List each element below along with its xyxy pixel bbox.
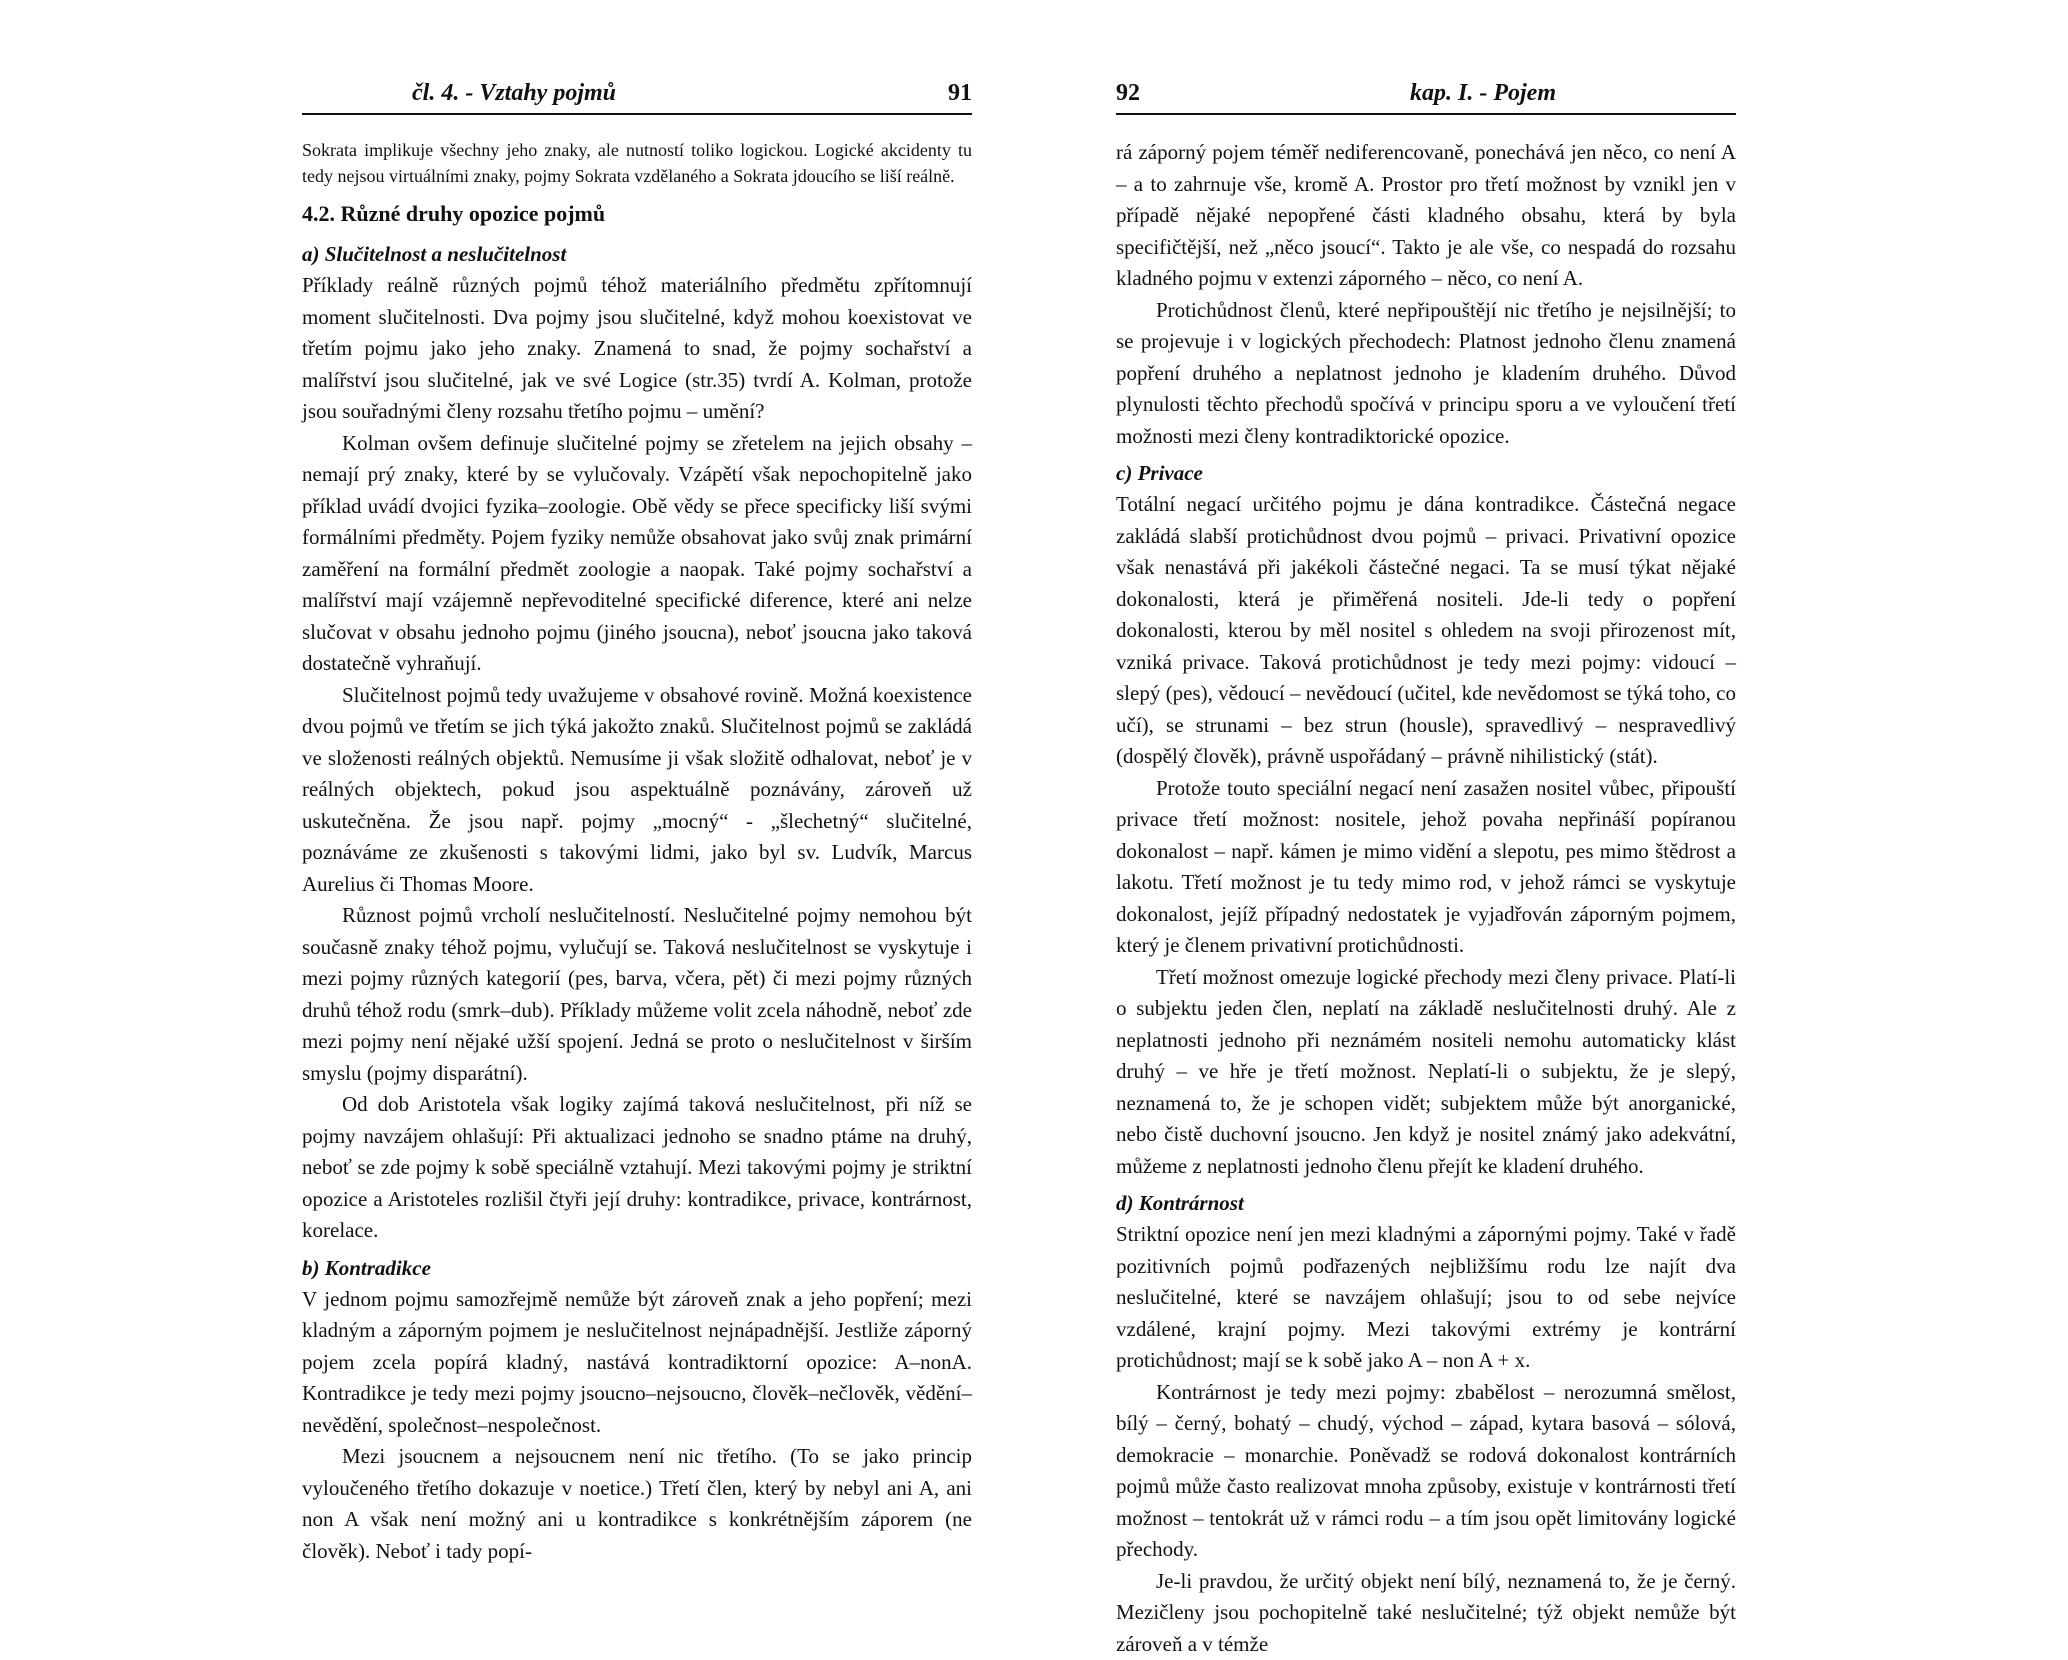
left-running-head bbox=[302, 80, 972, 115]
paragraph: Kolman ovšem definuje slučitelné pojmy se zřetelem na jejich obsahy – nemají prý znaky, které by se vylučovaly. Vzápětí však nepochopitelně jako příklad uvádí dvojici fyzika–zoologie. Obě vědy se přece specificky liší svými formálními předměty. Pojem fyziky nemůže obsahovat jako svůj znak primární zaměření na formální předmět zoologie a naopak. Také pojmy sochařství a malířství mají vzájemně nepřevoditelné specifické diference, které ani nelze slučovat v obsahu jednoho pojmu (jiného jsoucna), neboť jsoucna jako taková dostatečně vyhraňují. bbox=[302, 428, 972, 680]
paragraph: Protichůdnost členů, které nepřipouštějí nic třetího je nejsilnější; to se projevuje i v logických přechodech: Platnost jednoho členu znamená popření druhého a neplatnost jednoho je kladením druhého. Důvod plynulosti těchto přechodů spočívá v principu sporu a ve vyloučení třetí možnosti mezi členy kontradiktorické opozice. bbox=[1116, 295, 1736, 453]
right-running-head bbox=[1116, 80, 1736, 115]
subsection-heading: d) Kontrárnost bbox=[1116, 1188, 1736, 1219]
paragraph: Od dob Aristotela však logiky zajímá taková neslučitelnost, při níž se pojmy navzájem ohlašují: Při aktualizaci jednoho se snadno ptáme na druhý, neboť se zde pojmy k sobě speciálně vztahují. Mezi takovými pojmy je striktní opozice a Aristoteles rozlišil čtyři její druhy: kontradikce, privace, kontrárnost, korelace. bbox=[302, 1089, 972, 1247]
page-number: 91 bbox=[948, 80, 972, 107]
paragraph: Různost pojmů vrcholí neslučitelností. Neslučitelné pojmy nemohou být současně znaky téhož pojmu, vylučují se. Taková neslučitelnost se vyskytuje i mezi pojmy různých kategorií (pes, barva, včera, pět) či mezi pojmy různých druhů téhož rodu (smrk–dub). Příklady můžeme volit zcela náhodně, neboť zde mezi pojmy není nějaké užší spojení. Jedná se proto o neslučitelnost v širším smyslu (pojmy disparátní). bbox=[302, 900, 972, 1089]
paragraph: Příklady reálně různých pojmů téhož materiálního předmětu zpřítomnují moment slučitelnosti. Dva pojmy jsou slučitelné, když mohou koexistovat ve třetím pojmu jako jeho znaky. Znamená to snad, že pojmy sochařství a malířství jsou slučitelné, jak ve své Logice (str.35) tvrdí A. Kolman, protože jsou souřadnými členy rozsahu třetího pojmu – umění? bbox=[302, 270, 972, 428]
paragraph: V jednom pojmu samozřejmě nemůže být zároveň znak a jeho popření; mezi kladným a záporným pojmem je neslučitelnost nejnápadnější. Jestliže záporný pojem zcela popírá kladný, nastává kontradiktorní opozice: A–nonA. Kontradikce je tedy mezi pojmy jsoucno–nejsoucno, člověk–nečlověk, vědění–nevědění, společnost–nespolečnost. bbox=[302, 1284, 972, 1442]
paragraph: Je-li pravdou, že určitý objekt není bílý, neznamená to, že je černý. Mezičleny jsou pochopitelně také neslučitelné; týž objekt nemůže být zároveň a v témže bbox=[1116, 1566, 1736, 1660]
paragraph: Kontrárnost je tedy mezi pojmy: zbabělost – nerozumná smělost, bílý – černý, bohatý – chudý, východ – západ, kytara basová – sólová, demokracie – monarchie. Poněvadž se rodová dokonalost kontrárních pojmů může často realizovat mnoha způsoby, existuje v kontrárnosti třetí možnost – tentokrát už v rámci rodu – a tím jsou opět limitovány logické přechody. bbox=[1116, 1377, 1736, 1566]
subsection-heading: c) Privace bbox=[1116, 458, 1736, 489]
paragraph: Totální negací určitého pojmu je dána kontradikce. Částečná negace zakládá slabší protichůdnost dvou pojmů – privaci. Privativní opozice však nenastává při jakékoli částečné negaci. Ta se musí týkat nějaké dokonalosti, která je přiměřená nositeli. Jde-li tedy o popření dokonalosti, kterou by měl nositel s ohledem na svoji přirozenost mít, vzniká privace. Taková protichůdnost je tedy mezi pojmy: vidoucí – slepý (pes), vědoucí – nevědoucí (učitel, kde nevědomost se týká toho, co učí), se strunami – bez strun (housle), spravedlivý – nespravedlivý (dospělý člověk), právně uspořádaný – právně nihilistický (stát). bbox=[1116, 489, 1736, 773]
subsection-heading: a) Slučitelnost a neslučitelnost bbox=[302, 239, 972, 270]
subsection-heading: b) Kontradikce bbox=[302, 1253, 972, 1284]
paragraph: Sokrata implikuje všechny jeho znaky, ale nutností toliko logickou. Logické akcidenty tu tedy nejsou virtuálními znaky, pojmy Sokrata vzdělaného a Sokrata jdoucího se liší reálně. bbox=[302, 137, 972, 189]
paragraph: Třetí možnost omezuje logické přechody mezi členy privace. Platí-li o subjektu jeden člen, neplatí na základě neslučitelnosti druhý. Ale z neplatnosti jednoho při neznámém nositeli nemohu automaticky klást druhý – ve hře je třetí možnost. Neplatí-li o subjektu, že je slepý, neznamená to, že je schopen vidět; subjektem může být anorganické, nebo čistě duchovní jsoucno. Jen když je nositel známý jako adekvátní, můžeme z neplatnosti jednoho členu přejít ke kladení druhého. bbox=[1116, 962, 1736, 1183]
left-text-column bbox=[302, 80, 972, 1567]
paragraph: Mezi jsoucnem a nejsoucnem není nic třetího. (To se jako princip vyloučeného třetího dokazuje v noetice.) Třetí člen, který by nebyl ani A, ani non A však není možný ani u kontradikce s konkrétnějším záporem (ne člověk). Neboť i tady popí- bbox=[302, 1441, 972, 1567]
paragraph: Slučitelnost pojmů tedy uvažujeme v obsahové rovině. Možná koexistence dvou pojmů ve třetím se jich týká jakožto znaků. Slučitelnost pojmů se zakládá ve složenosti reálných objektů. Nemusíme ji však složitě odhalovat, neboť je v reálných objektech, pokud jsou aspektuálně poznávány, zároveň už uskutečněna. Že jsou např. pojmy „mocný“ - „šlechetný“ slučitelné, poznáváme ze zkušenosti s takovými lidmi, jako byl sv. Ludvík, Marcus Aurelius či Thomas Moore. bbox=[302, 680, 972, 901]
paragraph: rá záporný pojem téměř nediferencovaně, ponechává jen něco, co není A – a to zahrnuje vše, kromě A. Prostor pro třetí možnost by vznikl jen v případě nějaké nepopřené části kladného obsahu, která by byla specifičtější, než „něco jsoucí“. Takto je ale vše, co nespadá do rozsahu kladného pojmu v extenzi záporného – něco, co není A. bbox=[1116, 137, 1736, 295]
running-title: kap. I. - Pojem bbox=[1410, 80, 1556, 107]
page-number: 92 bbox=[1116, 80, 1140, 107]
section-heading: 4.2. Různé druhy opozice pojmů bbox=[302, 201, 972, 227]
running-title: čl. 4. - Vztahy pojmů bbox=[412, 80, 616, 107]
paragraph: Protože touto speciální negací není zasažen nositel vůbec, připouští privace třetí možnost: nositele, jehož povaha nepřináší popíranou dokonalost – např. kámen je mimo vidění a slepotu, pes mimo štědrost a lakotu. Třetí možnost je tu tedy mimo rod, v jehož rámci se vyskytuje dokonalost, jejíž případný nedostatek je vyjadřován záporným pojmem, který je členem privativní protichůdnosti. bbox=[1116, 773, 1736, 962]
paragraph: Striktní opozice není jen mezi kladnými a zápornými pojmy. Také v řadě pozitivních pojmů podřazených nejbližšímu rodu lze najít dva neslučitelné, které se navzájem ohlašují; jsou to od sebe nejvíce vzdálené, krajní pojmy. Mezi takovými extrémy je kontrární protichůdnost; mají se k sobě jako A – non A + x. bbox=[1116, 1219, 1736, 1377]
right-text-column bbox=[1116, 80, 1736, 1660]
